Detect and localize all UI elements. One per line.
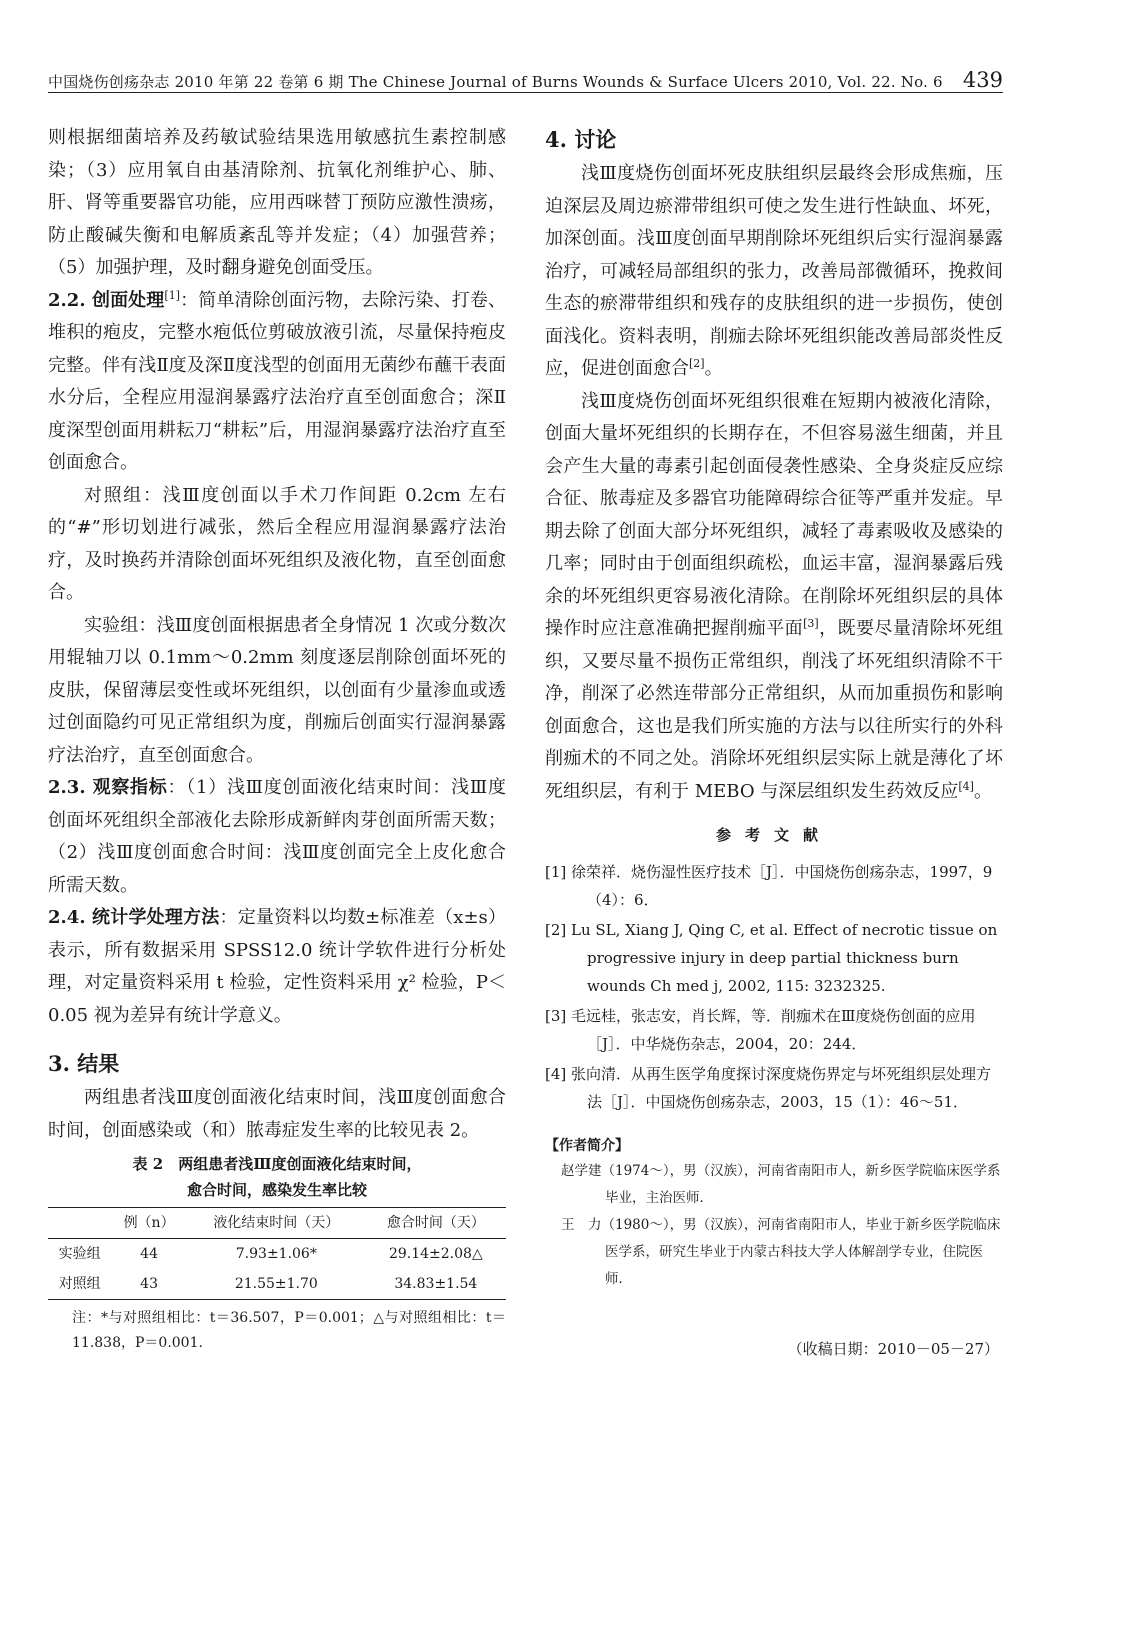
table-header-cell: 例（n） — [123, 1215, 175, 1231]
discussion-p2-text-a: 浅Ⅲ度烧伤创面坏死组织很难在短期内被液化清除，创面大量坏死组织的长期存在，不但容易滋生细菌，并且会产生大量的毒素引起创面侵袭性感染、全身炎症反应综合征、脓毒症及多器官功能障碍综合征等严重并发症。早期去除了创面大部分坏死组织，减轻了毒素吸收及感染的几率；同时由于创面组织疏松，血运丰富，湿润暴露后残余的坏死组织更容易液化清除。在削除坏死组织层的具体操作时应注意准确把握削痂平面 — [545, 390, 1003, 639]
table-cell: 43 — [140, 1276, 158, 1292]
paragraph-treatment-end: 则根据细菌培养及药敏试验结果选用敏感抗生素控制感染；（3）应用氧自由基清除剂、抗氧化剂维护心、肺、肝、肾等重要器官功能，应用西咪替丁预防应激性溃疡，防止酸碱失衡和电解质紊乱等并发症；（4）加强营养；（5）加强护理，及时翻身避免创面受压。 — [48, 127, 506, 278]
table-header-cell: 愈合时间（天） — [386, 1215, 485, 1231]
table-cell: 29.14±2.08△ — [388, 1246, 483, 1262]
citation-2: [2] — [689, 357, 705, 370]
section-2-4 — [48, 902, 506, 1032]
section-4-title: 4. 讨论 — [545, 127, 617, 152]
citation-4: [4] — [958, 779, 974, 793]
page-number: 439 — [962, 68, 1003, 92]
reference-item: [4] 张向清．从再生医学角度探讨深度烧伤界定与坏死组织层处理方法［J］．中国烧伤创疡杂志，2003，15（1）：46～51． — [545, 1065, 992, 1111]
author-bio: 王 力（1980～），男（汉族），河南省南阳市人，毕业于新乡医学院临床医学系，研究生毕业于内蒙古科技大学人体解剖学专业，住院医师． — [561, 1217, 1001, 1287]
author-bio-title: 【作者简介】 — [545, 1138, 629, 1154]
section-2-4-text: ：定量资料以均数±标准差（x±s）表示，所有数据采用 SPSS12.0 统计学软件进行分析处理，对定量资料采用 t 检验，定性资料采用 χ² 检验，P＜0.05 视为差异有统计学意义。 — [48, 907, 506, 1026]
discussion-paragraph-2 — [545, 386, 1003, 809]
journal-header: 中国烧伤创疡杂志 2010 年第 22 卷第 6 期 The Chinese Journal of Burns Wounds & Surface Ulcers 2010, Vol. 22. No. 6 — [48, 73, 943, 91]
reference-item: [3] 毛远桂，张志安，肖长辉，等．削痂术在Ⅲ度烧伤创面的应用［J］．中华烧伤杂志，2004，20：244． — [545, 1007, 976, 1053]
table-cell: 21.55±1.70 — [234, 1276, 318, 1292]
right-column — [545, 122, 1003, 1366]
reference-list — [545, 858, 1003, 1116]
results-table — [48, 1207, 506, 1300]
section-2-4-title: 2.4. 统计学处理方法 — [48, 907, 220, 928]
discussion-p1-text: 浅Ⅲ度烧伤创面坏死皮肤组织层最终会形成焦痂，压迫深层及周边瘀滞带组织可使之发生进行性缺血、坏死，加深创面。浅Ⅲ度创面早期削除坏死组织后实行湿润暴露治疗，可减轻局部组织的张力，改善局部微循环，挽救间生态的瘀滞带组织和残存的皮肤组织的进一步损伤，使创面浅化。资料表明，削痂去除坏死组织能改善局部炎性反应，促进创面愈合 — [545, 163, 1003, 379]
discussion-paragraph-1 — [545, 158, 1003, 386]
left-column — [48, 122, 506, 1356]
section-2-2-title: 2.2. 创面处理 — [48, 289, 165, 311]
citation-3: [3] — [803, 617, 819, 630]
table-cell: 44 — [140, 1246, 158, 1262]
section-2-3 — [48, 772, 506, 902]
table-row — [48, 1239, 506, 1270]
references-title: 参考文献 — [715, 826, 832, 844]
table-header-cell: 液化结束时间（天） — [213, 1215, 340, 1231]
discussion-p1-end: 。 — [704, 358, 723, 379]
reference-item: [2] Lu SL, Xiang J, Qing C, et al. Effect of necrotic tissue on progressive injury in deep partial thickness burn wounds Ch med j, 2002, 115: 3232325. — [545, 921, 998, 995]
table-caption-line-2: 愈合时间，感染发生率比较 — [186, 1181, 367, 1199]
citation-1: [1] — [164, 288, 180, 302]
header-rule — [48, 92, 1003, 93]
table-row — [48, 1269, 506, 1300]
table-cell: 7.93±1.06* — [235, 1246, 317, 1262]
table-header-cell — [48, 1208, 111, 1239]
section-2-2 — [48, 285, 506, 480]
section-2-3-title: 2.3. 观察指标 — [48, 777, 168, 798]
author-bio: 赵学建（1974～），男（汉族），河南省南阳市人，新乡医学院临床医学系毕业，主治医师． — [561, 1163, 1001, 1206]
section-2-2-text: ：简单清除创面污物，去除污染、打卷、堆积的疱皮，完整水疱低位剪破放液引流，尽量保持疱皮完整。伴有浅Ⅱ度及深Ⅱ度浅型的创面用无菌纱布蘸干表面水分后，全程应用湿润暴露疗法治疗直至创面愈合；深Ⅱ度深型创面用耕耘刀“耕耘”后，用湿润暴露疗法治疗直至创面愈合。 — [48, 289, 506, 473]
section-2-3-text: ：（1）浅Ⅲ度创面液化结束时间：浅Ⅲ度创面坏死组织全部液化去除形成新鲜肉芽创面所需天数；（2）浅Ⅲ度创面愈合时间：浅Ⅲ度创面完全上皮化愈合所需天数。 — [48, 777, 506, 896]
received-date: （收稿日期：2010－05－27） — [787, 1340, 999, 1358]
discussion-p2-end: 。 — [973, 780, 992, 802]
discussion-p2-text-b: ，既要尽量清除坏死组织，又要尽量不损伤正常组织，削浅了坏死组织清除不干净，削深了必然连带部分正常组织，从而加重损伤和影响创面愈合，这也是我们所实施的方法与以往所实行的外科削痂术的不同之处。消除坏死组织层实际上就是薄化了坏死组织层，有利于 MEBO 与深层组织发生药效反应 — [545, 618, 1004, 802]
table-header-row — [48, 1208, 506, 1239]
table-caption — [48, 1151, 506, 1203]
table-cell: 34.83±1.54 — [394, 1276, 478, 1292]
section-3-text: 两组患者浅Ⅲ度创面液化结束时间，浅Ⅲ度创面愈合时间，创面感染或（和）脓毒症发生率的比较见表 2。 — [48, 1087, 506, 1141]
running-header — [48, 68, 1003, 92]
reference-item: [1] 徐荣祥．烧伤湿性医疗技术［J］．中国烧伤创疡杂志，1997，9（4）：6． — [545, 863, 993, 909]
section-3-title: 3. 结果 — [48, 1051, 120, 1076]
table-caption-line-1: 表 2 两组患者浅Ⅲ度创面液化结束时间， — [132, 1155, 422, 1173]
table-note: 注：*与对照组相比：t＝36.507，P＝0.001；△与对照组相比：t＝11.838，P＝0.001. — [72, 1310, 506, 1351]
paragraph-experimental-group: 实验组：浅Ⅲ度创面根据患者全身情况 1 次或分数次用辊轴刀以 0.1mm～0.2mm 刻度逐层削除创面坏死的皮肤，保留薄层变性或坏死组织，以创面有少量渗血或透过创面隐约可见正常组织为度，削痂后创面实行湿润暴露疗法治疗，直至创面愈合。 — [48, 614, 506, 766]
table-cell: 对照组 — [58, 1276, 101, 1292]
paragraph-control-group: 对照组：浅Ⅲ度创面以手术刀作间距 0.2cm 左右的“#”形切划进行减张，然后全程应用湿润暴露疗法治疗，及时换药并清除创面坏死组织及液化物，直至创面愈合。 — [48, 484, 506, 603]
table-cell: 实验组 — [58, 1246, 101, 1262]
